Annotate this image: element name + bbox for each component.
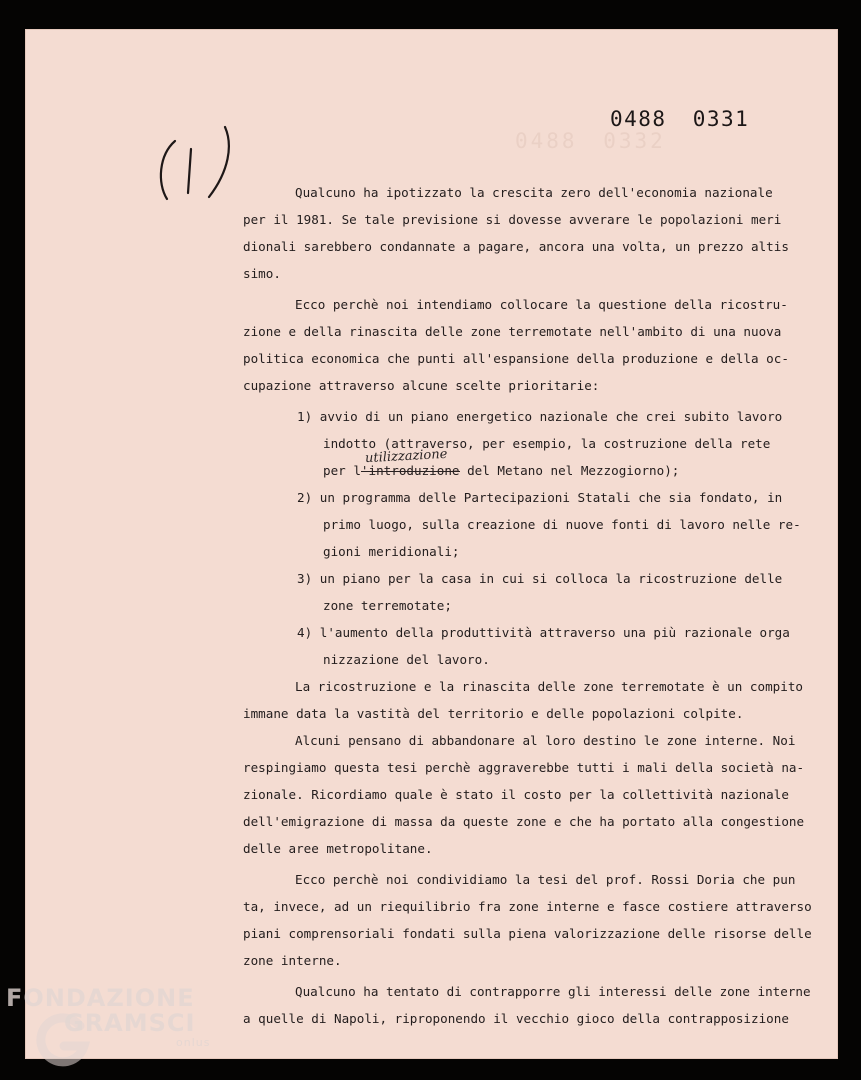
text-line: zone terremotate;	[323, 598, 452, 613]
document-page	[25, 29, 838, 1059]
text-line: piani comprensoriali fondati sulla piena valorizzazione delle risorse delle	[243, 926, 812, 941]
text-line: immane data la vastità del territorio e delle popolazioni colpite.	[243, 706, 744, 721]
archive-number: 0488 0331	[610, 107, 750, 131]
document-body	[243, 179, 833, 1032]
text-line: Ecco perchè noi condividiamo la tesi del prof. Rossi Doria che pun	[295, 872, 796, 887]
text-line: Qualcuno ha ipotizzato la crescita zero dell'economia nazionale	[295, 185, 773, 200]
margin-annotation: utilizzazione	[364, 446, 448, 467]
paragraph	[243, 291, 833, 399]
text-fragment: del Metano nel Mezzogiorno);	[459, 463, 680, 478]
list-item: 3) un piano per la casa in cui si colloca la ricostruzione delle	[297, 571, 783, 586]
text-line: zone interne.	[243, 953, 342, 968]
watermark-line: FONDAZIONE	[6, 984, 195, 1012]
text-line: Qualcuno ha tentato di contrapporre gli interessi delle zone interne	[295, 984, 811, 999]
text-line: simo.	[243, 266, 281, 281]
text-line: dionali sarebbero condannate a pagare, ancora una volta, un prezzo altis	[243, 239, 789, 254]
priority-list	[243, 403, 833, 673]
text-line: gioni meridionali;	[323, 544, 460, 559]
paragraph	[243, 866, 833, 974]
paragraph	[243, 673, 833, 727]
text-line: a quelle di Napoli, riproponendo il vecchio gioco della contrapposizione	[243, 1011, 789, 1026]
text-line: Alcuni pensano di abbandonare al loro destino le zone interne. Noi	[295, 733, 796, 748]
text-line: La ricostruzione e la rinascita delle zone terremotate è un compito	[295, 679, 803, 694]
text-line: nizzazione del lavoro.	[323, 652, 490, 667]
watermark	[6, 986, 210, 1048]
paragraph	[243, 727, 833, 862]
text-line: delle aree metropolitane.	[243, 841, 433, 856]
paragraph	[243, 978, 833, 1032]
text-line: primo luogo, sulla creazione di nuove fonti di lavoro nelle re-	[323, 517, 801, 532]
handwritten-page-mark	[153, 125, 243, 205]
text-line: ta, invece, ad un riequilibrio fra zone interne e fasce costiere attraverso	[243, 899, 812, 914]
watermark-line: GRAMSCI	[64, 1009, 196, 1037]
list-item: 2) un programma delle Partecipazioni Statali che sia fondato, in	[297, 490, 783, 505]
bleed-through-number: 0488 0332	[515, 129, 666, 153]
text-line: indotto (attraverso, per esempio, la costruzione della rete	[323, 436, 771, 451]
list-item: 4) l'aumento della produttività attraverso una più razionale orga	[297, 625, 790, 640]
corrected-line	[243, 457, 833, 484]
text-line: Ecco perchè noi intendiamo collocare la questione della ricostru-	[295, 297, 788, 312]
text-line: per il 1981. Se tale previsione si dovesse avverare le popolazioni meri	[243, 212, 782, 227]
text-line: zionale. Ricordiamo quale è stato il costo per la collettività nazionale	[243, 787, 789, 802]
struck-text: 'introduzione	[360, 463, 460, 478]
text-line: zione e della rinascita delle zone terremotate nell'ambito di una nuova	[243, 324, 782, 339]
watermark-line: onlus	[176, 1036, 211, 1049]
text-line: dell'emigrazione di massa da queste zone e che ha portato alla congestione	[243, 814, 805, 829]
paragraph	[243, 179, 833, 287]
text-line: respingiamo questa tesi perchè aggraverebbe tutti i mali della società na-	[243, 760, 805, 775]
text-fragment: per l	[323, 463, 361, 478]
text-line: politica economica che punti all'espansione della produzione e della oc-	[243, 351, 789, 366]
text-line: cupazione attraverso alcune scelte prioritarie:	[243, 378, 600, 393]
list-item: 1) avvio di un piano energetico nazionale che crei subito lavoro	[297, 409, 783, 424]
